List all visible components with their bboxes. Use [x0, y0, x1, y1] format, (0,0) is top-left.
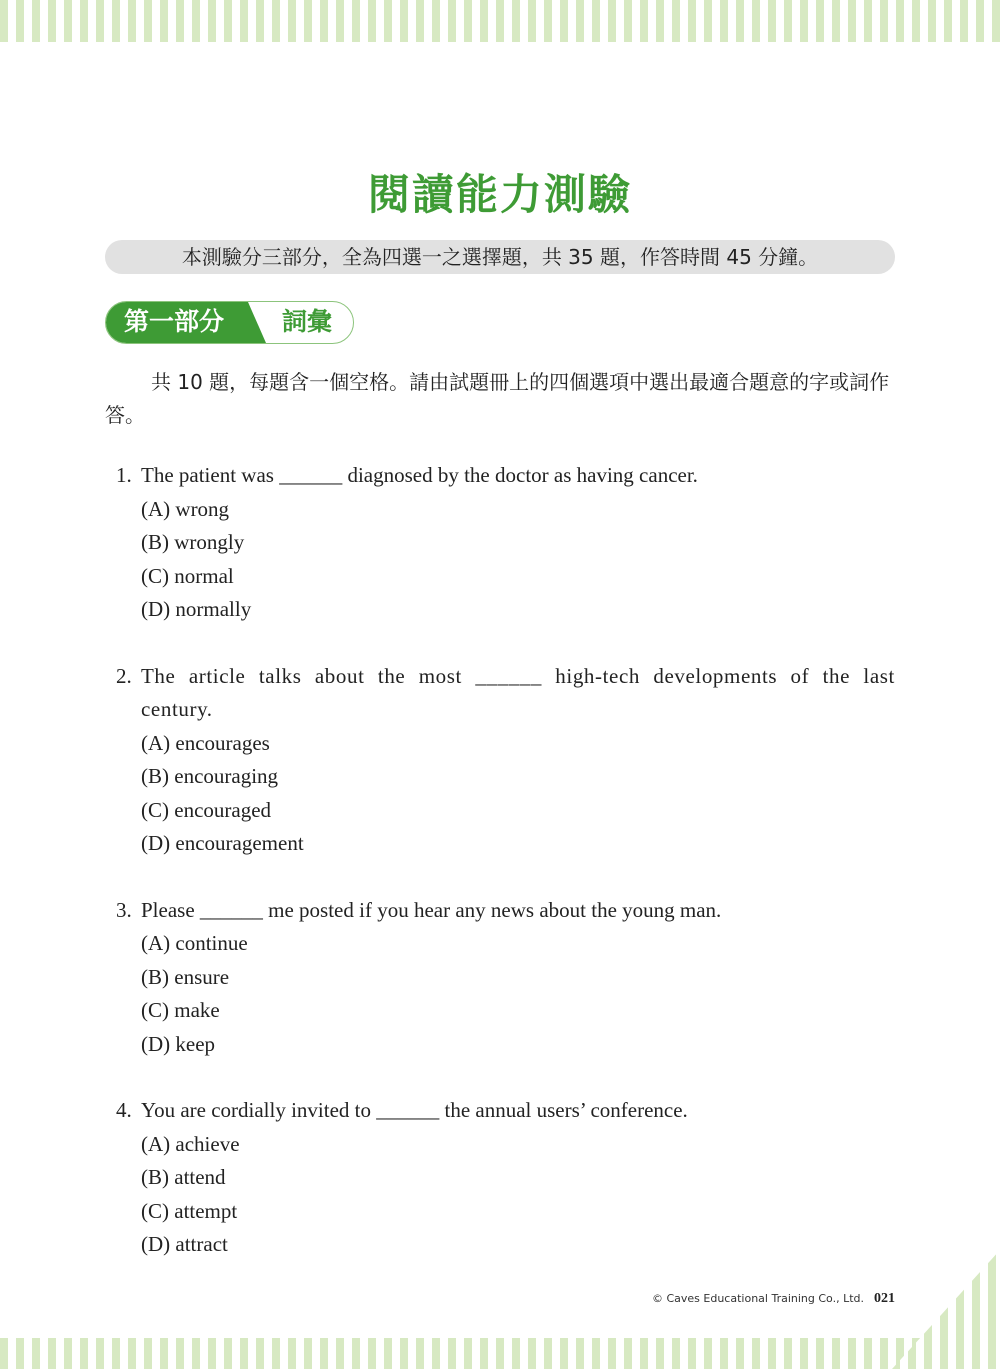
option-c: (C) encouraged	[141, 797, 272, 822]
top-stripe-decoration	[0, 0, 1000, 42]
question-stem	[116, 459, 895, 493]
question-number: 2.	[116, 663, 132, 688]
option-d: (D) keep	[141, 1031, 216, 1056]
section-subtitle: 詞彙	[282, 307, 333, 336]
question-stem	[116, 1094, 895, 1128]
option-b: (B) wrongly	[141, 530, 245, 554]
question-item	[116, 660, 895, 861]
option-b: (B) ensure	[141, 964, 230, 989]
section-label: 第一部分	[124, 307, 225, 336]
page-footer	[652, 1291, 895, 1307]
option-a: (A) continue	[141, 931, 248, 955]
test-info-banner: 本測驗分三部分，全為四選一之選擇題，共 35 題，作答時間 45 分鐘。	[105, 240, 895, 274]
question-text: The article talks about the most ______ high-tech developments of the last century.	[141, 663, 895, 721]
option-d: (D) normally	[141, 597, 252, 621]
question-list	[116, 459, 895, 1295]
question-item	[116, 1094, 895, 1262]
option-d: (D) attract	[141, 1232, 228, 1256]
option-a: (A) encourages	[141, 730, 270, 755]
copyright-text: © Caves Educational Training Co., Ltd.	[651, 1292, 864, 1305]
option-b: (B) encouraging	[141, 764, 279, 788]
question-stem	[116, 660, 895, 727]
question-item	[116, 894, 895, 1062]
bottom-stripe-decoration	[0, 1338, 1000, 1369]
question-text: You are cordially invited to ______ the annual users’ conference.	[141, 1098, 688, 1122]
question-text: The patient was ______ diagnosed by the doctor as having cancer.	[141, 463, 698, 487]
question-stem	[116, 894, 895, 928]
question-number: 1.	[116, 463, 132, 487]
option-b: (B) attend	[141, 1165, 226, 1189]
question-number: 4.	[116, 1098, 132, 1122]
section-instructions: 共 10 題，每題含一個空格。請由試題冊上的四個選項中選出最適合題意的字或詞作答。	[105, 370, 890, 427]
option-c: (C) normal	[141, 563, 234, 588]
page-corner-decoration	[892, 1250, 1000, 1369]
question-item	[116, 459, 895, 627]
option-d: (D) encouragement	[141, 831, 304, 855]
option-c: (C) attempt	[141, 1198, 238, 1223]
option-a: (A) wrong	[141, 496, 230, 521]
page-title: 閱讀能力測驗	[367, 170, 632, 219]
option-c: (C) make	[141, 998, 220, 1022]
page-number: 021	[874, 1291, 895, 1306]
question-text: Please ______ me posted if you hear any news about the young man.	[141, 897, 722, 922]
question-number: 3.	[116, 897, 132, 922]
option-a: (A) achieve	[141, 1131, 240, 1156]
section-tag	[105, 301, 354, 344]
